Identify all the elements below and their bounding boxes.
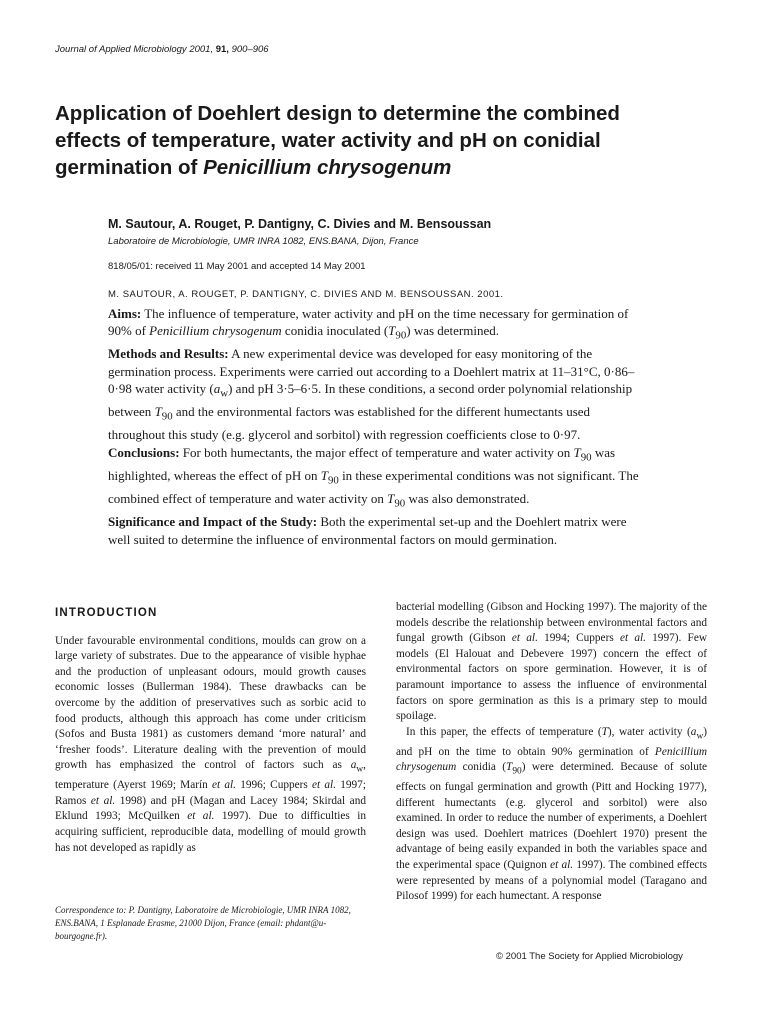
abstract-methods [108, 345, 648, 444]
t90-symbol: T [154, 404, 162, 420]
intro-text: ) were determined. Because of solute effects on fungal germination and growth (Pitt and Hocking 1977), different humectants (e.g. glycerol and sorbitol) were also examined. In order to reduce the number of experiments, a Doehlert design was used. Doehlert matrices (Doehlert 1970) present the advantage of being easily expanded in both the variables space and the experimental space (Quignon [396, 761, 707, 871]
journal-volume: 91, [215, 44, 229, 55]
intro-text: In this paper, the effects of temperature ( [406, 725, 602, 738]
abstract-aims [108, 305, 648, 346]
journal-pages: 900–906 [231, 44, 269, 55]
aims-text-1: The influence of temperature, water activity and pH on the time necessary for germination of 90% of [108, 305, 629, 338]
intro-text: , temperature (Ayerst 1969; Marín [55, 759, 366, 792]
aims-species: Penicillium chrysogenum [149, 323, 282, 338]
aims-label: Aims: [108, 305, 142, 321]
t90-symbol: T [387, 490, 395, 506]
t90-subscript: 90 [161, 410, 173, 423]
conclusions-text-1: For both humectants, the major effect of temperature and water activity on [182, 444, 571, 460]
intro-text: Under favourable environmental conditions, moulds can grow on a large variety of substrates. Due to the appearance of visible hyphae and the production of unpleasant odours, mould growth causes economic losses (Bullerman 1984). These drawbacks can be overcome by the addition of preservatives such as sorbic acid to food products, although this approach has come under criticism (Sofos and Busta 1981) as customers demand ‘more natural’ and ‘fresher foods’. Literature dealing with the prevention of mould growth has emphasized the control of factors such as [55, 634, 366, 772]
abstract-citation: M. SAUTOUR, A. ROUGET, P. DANTIGNY, C. DIVIES AND M. BENSOUSSAN. 2001. [108, 289, 504, 300]
affiliation: Laboratoire de Microbiologie, UMR INRA 1082, ENS.BANA, Dijon, France [108, 236, 419, 247]
introduction-heading: INTRODUCTION [55, 607, 158, 619]
intro-text: bacterial modelling (Gibson and Hocking 1997). The majority of the models describe the relationship between environmental factors and fungal growth (Gibson [396, 601, 707, 645]
temperature-symbol: T [601, 725, 608, 738]
methods-text-3: and the environmental factors was established for the different humectants used throughout this study (e.g. glycerol and sorbitol) with regression coefficients close to 0·97. [108, 404, 591, 443]
title-line-1: Application of Doehlert design to determine the combined [55, 102, 620, 125]
species-name: Penicillium chrysogenum [396, 745, 707, 774]
abstract-significance [108, 513, 648, 548]
intro-paragraph-2 [396, 725, 707, 905]
et-al: et al. [90, 794, 116, 807]
aw-symbol: a [213, 381, 221, 397]
intro-text: 1997). Few models (El Halouat and Debevere 1997) concern the effect of environmental factors on spore germination. However, it is of paramount importance to assess the influence of environmental factors on spore germination as this is a primary step to mould spoilage. [396, 632, 708, 723]
abstract [108, 286, 648, 548]
intro-text: 1997). The combined effects were represented by means of a polynomial model (Taragano and Pilosof 1999) for each humectant. A response [396, 859, 707, 903]
et-al: et al. [619, 632, 646, 645]
aims-text-3: ) was determined. [406, 323, 500, 338]
aw-symbol: a [350, 759, 357, 772]
t90-subscript: 90 [395, 329, 407, 342]
title-species: Penicillium chrysogenum [203, 156, 452, 179]
t90-subscript: 90 [512, 766, 522, 777]
t90-symbol: T [506, 761, 513, 774]
et-al: et al. [511, 632, 538, 645]
methods-label: Methods and Results: [108, 346, 229, 362]
author-list: M. Sautour, A. Rouget, P. Dantigny, C. Divies and M. Bensoussan [108, 217, 492, 231]
title-line-3-prefix: germination of [55, 156, 198, 179]
title-line-2: effects of temperature, water activity and pH on conidial [55, 129, 601, 152]
intro-paragraph-1-continued [396, 600, 707, 725]
conclusions-label: Conclusions: [108, 444, 180, 460]
significance-label: Significance and Impact of the Study: [108, 514, 318, 530]
intro-text: 1994; Cuppers [544, 632, 614, 645]
t90-subscript: 90 [327, 474, 339, 487]
intro-text: conidia ( [462, 761, 507, 774]
methods-text-1: A new experimental device was developed for easy monitoring of the germination process. Experiments were carried out according to a Doehlert matrix at 11–31°C, 0·86–0·98 water activity ( [108, 346, 635, 397]
et-al: et al. [550, 859, 574, 871]
journal-citation-header [55, 44, 269, 55]
aims-text-2: conidia inoculated ( [284, 323, 389, 338]
intro-paragraph-1 [55, 634, 366, 857]
intro-text: 1997; Ramos [55, 779, 366, 807]
article-title [55, 100, 715, 181]
t90-symbol: T [388, 323, 396, 338]
intro-text: 1996; Cuppers [240, 779, 308, 792]
et-al: et al. [187, 810, 215, 823]
et-al: et al. [212, 779, 236, 792]
journal-name: Journal of Applied Microbiology [55, 44, 187, 55]
methods-text-2: ) and pH 3·5–6·5. In these conditions, a second order polynomial relationship between [108, 381, 633, 420]
aw-subscript: w [696, 731, 704, 741]
t90-symbol: T [320, 467, 328, 483]
intro-text: 1998) and pH (Magan and Lacey 1984; Skirdal and Eklund 1993; McQuilken [55, 794, 366, 823]
abstract-conclusions [108, 444, 648, 513]
conclusions-text-3: in these experimental conditions was not significant. The combined effect of temperature and water activity on [108, 467, 639, 506]
aw-subscript: w [220, 387, 229, 400]
intro-text: 1997). Due to difficulties in acquiring sufficient, reproducible data, modelling of mould growth has not developed as rapidly as [55, 810, 367, 854]
t90-subscript: 90 [394, 497, 406, 510]
et-al: et al. [312, 779, 337, 792]
received-date: 818/05/01: received 11 May 2001 and accepted 14 May 2001 [108, 261, 366, 272]
conclusions-text-2: was highlighted, whereas the effect of pH on [108, 444, 616, 483]
conclusions-text-4: was also demonstrated. [408, 490, 530, 506]
aw-subscript: w [356, 764, 364, 775]
body-column-right [396, 600, 707, 905]
aw-symbol: a [690, 725, 697, 738]
intro-text: ), water activity ( [607, 725, 691, 738]
significance-text: Both the experimental set-up and the Doehlert matrix were well suited to determine the influence of environmental factors on mould germination. [108, 514, 627, 547]
correspondence-footnote: Correspondence to: P. Dantigny, Laboratoire de Microbiologie, UMR INRA 1082, ENS.BANA, 1 Esplanade Erasme, 21000 Dijon, France (email: phdant@u-bourgogne.fr). [55, 905, 351, 941]
intro-text: ) and pH on the time to obtain 90% germination of [396, 725, 707, 758]
body-column-left [55, 600, 366, 856]
t90-symbol: T [573, 444, 581, 460]
t90-subscript: 90 [580, 451, 592, 464]
journal-year: 2001, [189, 44, 214, 55]
copyright-notice: © 2001 The Society for Applied Microbiology [496, 951, 683, 962]
